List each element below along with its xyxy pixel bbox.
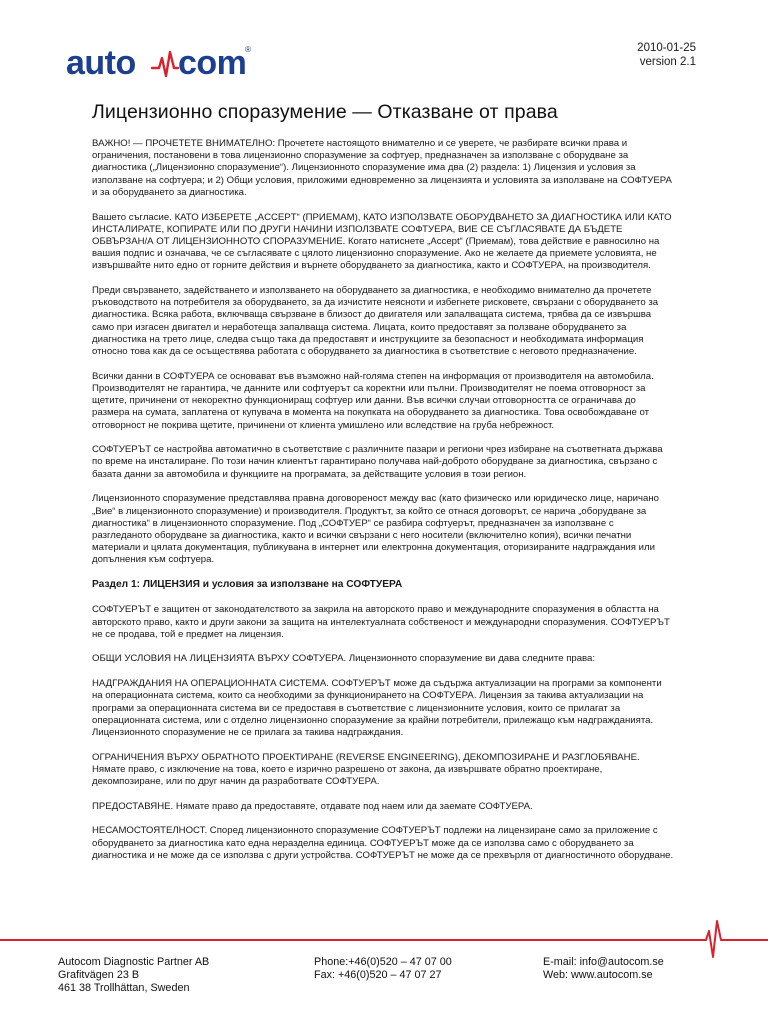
registered-mark: ®	[245, 45, 251, 54]
footer-fax: Fax: +46(0)520 – 47 07 27	[314, 969, 442, 981]
region-paragraph: СОФТУЕРЪТ се настройва автоматично в съответствие с различните пазари и региони чрез избиране на съответната държава по време на инсталиране. По този начин клиентът гарантирано получава най-доброто оборудване за диагностика, свързано с базата данни за автомобила и функциите на програмата, за действащите условия в този регион.	[92, 444, 663, 480]
footer-web: Web: www.autocom.se	[543, 969, 653, 981]
intro-paragraph: ВАЖНО! — ПРОЧЕТЕТЕ ВНИМАТЕЛНО: Прочетете настоящото внимателно и се уверете, че разбирате всички права и ограничения, постановени в това лицензионно споразумение за софтуер, предназначен за използване с оборудване за диагностика („Лицензионно споразумение“). Лицензионното споразумение има два (2) раздела: 1) Лицензия и условия за използване на софтуера; и 2) Общи условия, приложими едновременно за лицензията и условията за използване на СОФТУЕРА и за оборудването за диагностика.	[92, 138, 672, 198]
logo-wordmark-com: com	[178, 44, 247, 80]
section-1-heading: Раздел 1: ЛИЦЕНЗИЯ и условия за използване на СОФТУЕРА	[92, 579, 403, 591]
footer-phone: Phone:+46(0)520 – 47 07 00	[314, 956, 452, 968]
document-meta	[637, 41, 696, 69]
footer-phone-fax	[314, 956, 452, 982]
consent-paragraph: Вашето съгласие. КАТО ИЗБЕРЕТЕ „ACCEPT“ (ПРИЕМАМ), КАТО ИЗПОЛЗВАТЕ ОБОРУДВАНЕТО ЗА ДИАГНОСТИКА ИЛИ КАТО ИНСТАЛИРАТЕ, КОПИРАТЕ ИЛИ ПО ДРУГИ НАЧИНИ ИЗПОЛЗВАТЕ СОФТУЕРА, ВИЕ СЕ СЪГЛАСЯВАТЕ ДА БЪДЕТЕ ОБВЪРЗАН/А ОТ ЛИЦЕНЗИОННОТО СПОРАЗУМЕНИЕ. Когато натиснете „Accept“ (Приемам), това действие е равносилно на вашия подпис и означава, че се съгласявате с цялото лицензионно споразумение. Ако не желаете да приемете условията, не извършвайте нито едно от горните действия и върнете оборудването за диагностика, както и СОФТУЕРА, на производителя.	[92, 211, 672, 272]
footer-email: E-mail: info@autocom.se	[543, 956, 664, 968]
footer-city: 461 38 Trollhättan, Sweden	[58, 982, 190, 994]
heartbeat-icon	[152, 52, 178, 76]
footer-contact	[543, 956, 664, 982]
heartbeat-line-icon	[0, 921, 768, 957]
footer-address	[58, 956, 209, 995]
definitions-paragraph: Лицензионното споразумение представлява правна договореност между вас (като физическо или юридическо лице, наричано „Вие“ в лицензионното споразумение) и производителя. Продуктът, за който се отнася договорът, се нарича „оборудване за диагностика“ в лицензионното споразумение. Под „СОФТУЕР“ се разбира софтуерът, предназначен за използване с разгледаното оборудване за диагностика, както и всички свързани с него носители (включително копия), всички печатни материали и цялата документация, публикувана в интернет или електронна документация, оторизираните надграждания или допълнения към софтуера.	[92, 493, 659, 566]
document-body	[92, 138, 674, 875]
logo-wordmark: auto	[66, 44, 136, 80]
reverse-engineering-paragraph: ОГРАНИЧЕНИЯ ВЪРХУ ОБРАТНОТО ПРОЕКТИРАНЕ (REVERSE ENGINEERING), ДЕКОМПОЗИРАНЕ И РАЗГЛОБЯВАНЕ. Нямате право, с изключение на това, което е изрично разрешено от закона, да извършвате обратно проектиране, декомпозиране, или по друг начин да разработвате СОФТУЕРА.	[92, 751, 640, 788]
data-liability-paragraph: Всички данни в СОФТУЕРА се основават във възможно най-голяма степен на информация от производителя на автомобила. Производителят не гарантира, че данните или софтуерът са коректни или пълни. Производителят не поема отговорност за щетите, причинени от некоректно функциониращ софтуер или данни. Във всички случаи отговорността се ограничава до размера на сумата, заплатена от купувача в момента на покупката на оборудването за диагностика. Това освобождаване от отговорност не покрива щетите, причинени от клиента умишлено или вследствие на груба небрежност.	[92, 370, 654, 431]
os-upgrades-paragraph: НАДГРАЖДАНИЯ НА ОПЕРАЦИОННАТА СИСТЕМА. СОФТУЕРЪТ може да съдържа актуализации на програми за компоненти на операционната система, които са необходими за функционирането на СОФТУЕРА. Лицензия за такива актуализации на програми за операционната система ви се предоставя в съответствие с лицензионните условия, които се прилагат за операционната система, или с отделно лицензионно споразумение за крайни потребители, прилежащо към надгражданията. Лицензионното споразумение не се прилага за такива надграждания.	[92, 678, 662, 738]
single-unit-paragraph: НЕСАМОСТОЯТЕЛНОСТ. Според лицензионното споразумение СОФТУЕРЪТ подлежи на лицензиране само за приложение с оборудването за диагностика като една неразделна единица. СОФТУЕРЪТ може да се използва само с оборудването за диагностика и не може да се използва с други устройства. СОФТУЕРЪТ не може да се прехвърля от диагностичното оборудване.	[92, 825, 674, 861]
general-terms-paragraph: ОБЩИ УСЛОВИЯ НА ЛИЦЕНЗИЯТА ВЪРХУ СОФТУЕРА. Лицензионното споразумение ви дава следните права:	[92, 653, 596, 665]
page-title: Лицензионно споразумение — Отказване от права	[92, 101, 558, 123]
footer-street: Grafitvägen 23 B	[58, 969, 140, 981]
document-date: 2010-01-25	[637, 42, 696, 54]
footer-company: Autocom Diagnostic Partner AB	[58, 956, 210, 968]
rental-paragraph: ПРЕДОСТАВЯНЕ. Нямате право да предоставяте, отдавате под наем или да заемате СОФТУЕРА.	[92, 800, 533, 812]
copyright-paragraph: СОФТУЕРЪТ е защитен от законодателството за закрила на авторското право и международните споразумения в областта на авторското право, както и други закони за защита на интелектуалната собственост и международни споразумения. СОФТУЕРЪТ не се продава, той е предмет на лицензия.	[92, 604, 670, 640]
document-version: version 2.1	[639, 56, 696, 68]
autocom-logo	[66, 44, 254, 80]
safety-paragraph: Преди свързването, задействането и използването на оборудването за диагностика, е необходимо внимателно да прочетете ръководството на потребителя за оборудването, за да изчистите неясноти и избегнете рисковете, свързани с оборудването за диагностика. Всяка работа, включваща свързване в близост до двигателя или запалващата система, трябва да се извършва само при изгасен двигател и неработеща запалваща система. Лицата, които предоставят за ползване оборудването за диагностика на трето лице, следва също така да предоставят и инструкциите за безопасност и необходимата информация относно това как да се осъществява работата с оборудването за диагностика в съответствие с неговото предназначение.	[92, 285, 659, 358]
